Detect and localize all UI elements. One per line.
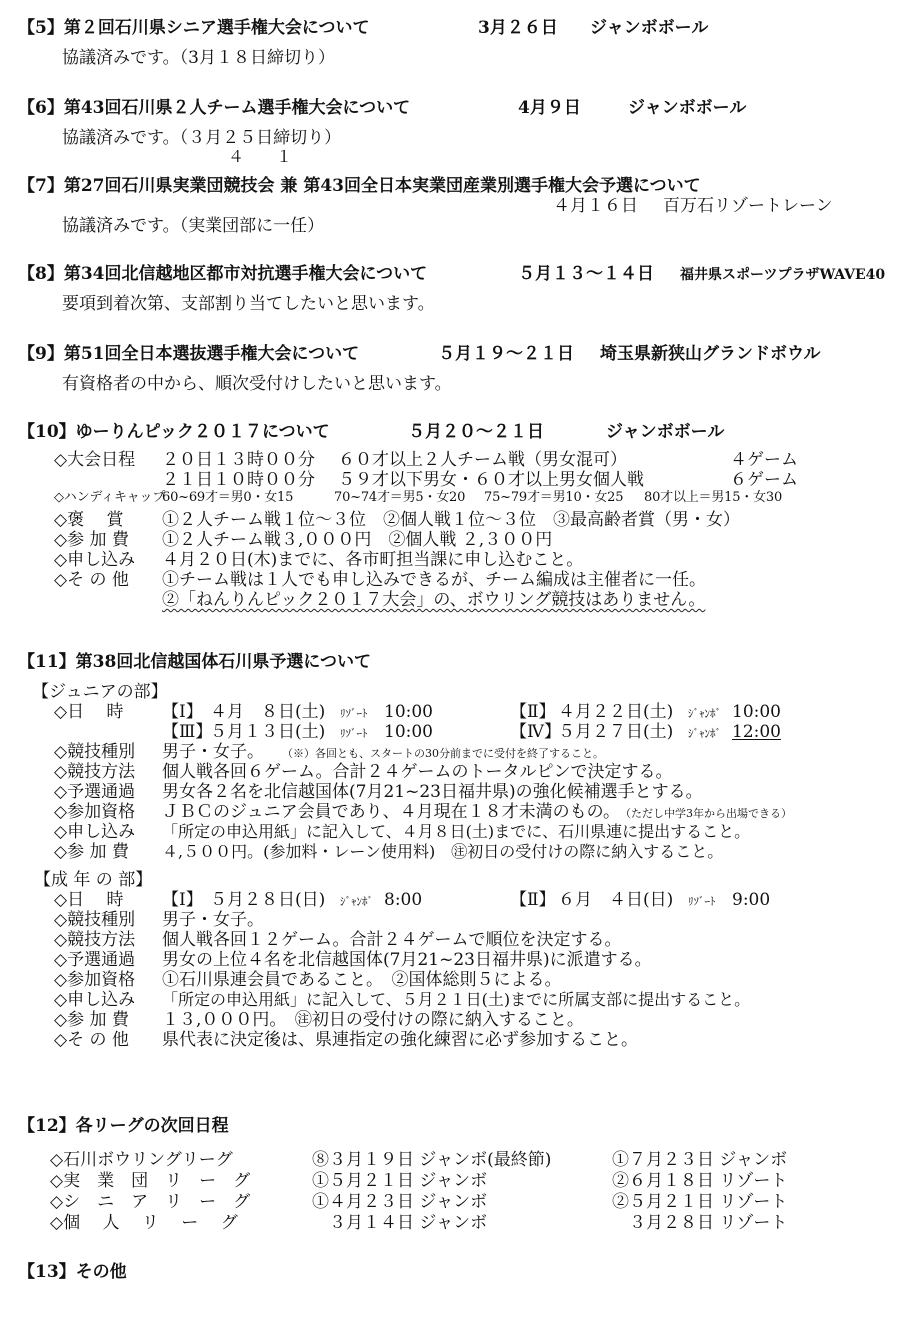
- section-9: [18, 344, 890, 394]
- event-venue: ジャンボボール: [606, 422, 725, 442]
- award-text: ①２人チーム戦１位～３位 ②個人戦１位～３位 ③最高齢者賞（男・女）: [162, 510, 740, 530]
- handicap-entry: 75~79才＝男10・女25: [484, 490, 624, 505]
- round-label: 【Ⅲ】: [162, 722, 213, 742]
- type-label: ◇競技種別: [54, 910, 136, 930]
- section-13: [18, 1262, 890, 1282]
- round-time: 10:00: [732, 702, 781, 722]
- eligibility-label: ◇参加資格: [54, 802, 136, 822]
- qualify-label: ◇予選通過: [54, 782, 136, 802]
- event-date: 4月９日: [518, 98, 581, 118]
- league-next-a: ①５月２１日 ジャンボ: [312, 1171, 488, 1191]
- round-time: 10:00: [384, 702, 433, 722]
- round-date: ６月 ４日(日): [558, 890, 674, 910]
- event-venue: 百万石リゾートレーン: [663, 196, 833, 216]
- section-12: [18, 1116, 890, 1234]
- other-label: ◇そ の 他: [54, 1030, 129, 1050]
- event-venue: ジャンボボール: [628, 98, 747, 118]
- round-label: 【Ⅱ】: [510, 890, 556, 910]
- section-title: 【12】各リーグの次回日程: [18, 1116, 229, 1136]
- round-venue: ﾘｿﾞｰﾄ: [688, 895, 716, 908]
- event-venue: ジャンボボール: [590, 18, 709, 38]
- section-title: 【5】第２回石川県シニア選手権大会について: [18, 18, 370, 38]
- league-next-a: ３月１４日 ジャンボ: [312, 1213, 488, 1233]
- schedule-time: ２０日１３時００分: [162, 450, 315, 470]
- section-7: [18, 176, 890, 236]
- apply-label: ◇申し込み: [54, 822, 136, 842]
- fee-text: １３,０００円。 ㊟初日の受付けの際に納入すること。: [162, 1010, 584, 1030]
- handicap-label: ◇ハンディキャップ: [54, 490, 166, 505]
- section-8: [18, 264, 890, 314]
- league-next-b: ②５月２１日 リゾート: [612, 1192, 788, 1212]
- other-label: ◇そ の 他: [54, 570, 129, 590]
- round-label: 【Ⅳ】: [510, 722, 561, 742]
- section-title: 【8】第34回北信越地区都市対抗選手権大会について: [18, 264, 428, 284]
- qualify-text: 男女各２名を北信越国体(7月21~23日福井県)の強化候補選手とする。: [162, 782, 703, 802]
- schedule-games: ６ゲーム: [730, 470, 798, 490]
- section-note: 有資格者の中から、順次受付けしたいと思います。: [62, 374, 452, 394]
- other-text-2: ②「ねんりんピック２０１７大会」の、ボウリング競技はありません。: [162, 590, 706, 610]
- schedule-label: ◇大会日程: [54, 450, 136, 470]
- section-title: 【9】第51回全日本選抜選手権大会について: [18, 344, 360, 364]
- type-note: （※）各回とも、スタートの30分前までに受付を終了すること。: [282, 747, 604, 760]
- other-text-1: ①チーム戦は１人でも申し込みできるが、チーム編成は主催者に一任。: [162, 570, 706, 590]
- schedule-event: ６０才以上２人チーム戦（男女混可）: [338, 450, 627, 470]
- round-time: 8:00: [384, 890, 423, 910]
- round-label: 【Ⅰ】: [162, 890, 203, 910]
- award-label: ◇褒 賞: [54, 510, 124, 530]
- qualify-text: 男女の上位４名を北信越国体(7月21~23日福井県)に派遣する。: [162, 950, 652, 970]
- handicap-entry: 70~74才＝男5・女20: [334, 490, 466, 505]
- round-date: ４月 ８日(土): [210, 702, 326, 722]
- method-text: 個人戦各回６ゲーム。合計２４ゲームのトータルピンで決定する。: [162, 762, 673, 782]
- league-next-a: ⑧３月１９日 ジャンボ(最終節): [312, 1150, 552, 1170]
- league-row: [18, 1192, 890, 1213]
- league-next-b: ①７月２３日 ジャンボ: [612, 1150, 788, 1170]
- section-note: 協議済みです。（3月１８日締切り）: [62, 48, 335, 68]
- round-venue: ｼﾞｬﾝﾎﾞ: [688, 707, 721, 720]
- round-time: 9:00: [732, 890, 771, 910]
- handwritten-correction: ４ １: [228, 147, 293, 166]
- round-date: ５月２８日(日): [210, 890, 326, 910]
- eligibility-text: ①石川県連会員であること。 ②国体総則５による。: [162, 970, 562, 990]
- league-name: ◇シ ニ ア リ ー グ: [50, 1192, 251, 1212]
- qualify-label: ◇予選通過: [54, 950, 136, 970]
- round-date: ５月２７日(土): [558, 722, 674, 742]
- league-table: [18, 1150, 890, 1234]
- apply-label: ◇申し込み: [54, 990, 136, 1010]
- round-venue: ｼﾞｬﾝﾎﾞ: [340, 895, 373, 908]
- method-label: ◇競技方法: [54, 930, 136, 950]
- fee-label: ◇参 加 費: [54, 1010, 129, 1030]
- round-venue: ﾘｿﾞｰﾄ: [340, 727, 368, 740]
- round-date: ５月１３日(土): [210, 722, 326, 742]
- round-time: 10:00: [384, 722, 433, 742]
- section-10: [18, 422, 890, 610]
- fee-text: ①２人チーム戦３,０００円 ②個人戦 ２,３００円: [162, 530, 553, 550]
- league-name: ◇石川ボウリングリーグ: [50, 1150, 233, 1170]
- other-text: 県代表に決定後は、県連指定の強化練習に必ず参加すること。: [162, 1030, 638, 1050]
- fee-text: ４,５００円。(参加料・レーン使用料) ㊟初日の受付けの際に納入すること。: [162, 842, 724, 861]
- eligibility-text: ＪＢＣのジュニア会員であり、４月現在１８才未満のもの。: [162, 802, 620, 822]
- section-6: [18, 98, 890, 166]
- event-venue: 福井県スポーツプラザWAVE40: [680, 267, 886, 283]
- event-date: ４月１６日: [553, 196, 638, 216]
- handicap-entry: 60~69才＝男0・女15: [162, 490, 294, 505]
- schedule-games: ４ゲーム: [730, 450, 798, 470]
- league-row: [18, 1150, 890, 1171]
- junior-division-label: 【ジュニアの部】: [32, 682, 168, 702]
- type-text: 男子・女子。: [162, 910, 264, 930]
- section-title: 【6】第43回石川県２人チーム選手権大会について: [18, 98, 411, 118]
- eligibility-label: ◇参加資格: [54, 970, 136, 990]
- section-title: 【10】ゆーりんピック２０１７について: [18, 422, 330, 442]
- round-label: 【Ⅰ】: [162, 702, 203, 722]
- round-time: 12:00: [732, 722, 781, 742]
- round-venue: ﾘｿﾞｰﾄ: [340, 707, 368, 720]
- league-row: [18, 1213, 890, 1234]
- league-name: ◇個 人 リ ー グ: [50, 1213, 238, 1233]
- method-text: 個人戦各回１２ゲーム。合計２４ゲームで順位を決定する。: [162, 930, 622, 950]
- type-label: ◇競技種別: [54, 742, 136, 762]
- section-title: 【13】その他: [18, 1262, 127, 1282]
- event-venue: 埼玉県新狭山グランドボウル: [600, 344, 821, 364]
- section-5: [18, 18, 890, 68]
- league-next-b: ３月２８日 リゾート: [612, 1213, 788, 1233]
- league-row: [18, 1171, 890, 1192]
- section-note: 協議済みです。（３月２５日締切り）: [62, 128, 342, 148]
- event-date: ５月１３～１４日: [518, 264, 654, 284]
- apply-label: ◇申し込み: [54, 550, 136, 570]
- schedule-time: ２１日１０時００分: [162, 470, 315, 490]
- method-label: ◇競技方法: [54, 762, 136, 782]
- apply-text: 「所定の申込用紙」に記入して、５月２１日(土)までに所属支部に提出すること。: [162, 990, 751, 1009]
- apply-text: 「所定の申込用紙」に記入して、４月８日(土)までに、石川県連に提出すること。: [162, 822, 751, 841]
- league-name: ◇実 業 団 リ ー グ: [50, 1171, 251, 1191]
- section-11: [18, 652, 890, 1050]
- round-label: 【Ⅱ】: [510, 702, 556, 722]
- datetime-label: ◇日 時: [54, 702, 124, 722]
- round-date: ４月２２日(土): [558, 702, 674, 722]
- handicap-entry: 80才以上＝男15・女30: [644, 490, 783, 505]
- section-title: 【7】第27回石川県実業団競技会 兼 第43回全日本実業団産業別選手権大会予選について: [18, 176, 701, 196]
- eligibility-note: （ただし中学3年から出場できる）: [619, 807, 792, 820]
- event-date: ５月１９～２１日: [438, 344, 574, 364]
- event-date: 3月２６日: [478, 18, 558, 38]
- adult-division-label: 【成 年 の 部】: [34, 870, 153, 890]
- section-title: 【11】第38回北信越国体石川県予選について: [18, 652, 371, 672]
- round-venue: ｼﾞｬﾝﾎﾞ: [688, 727, 721, 740]
- section-note: 協議済みです。（実業団部に一任）: [62, 216, 325, 236]
- schedule-event: ５９才以下男女・６０才以上男女個人戦: [338, 470, 644, 490]
- type-text: 男子・女子。: [162, 742, 264, 762]
- event-date: ５月２０～２１日: [408, 422, 544, 442]
- section-note: 要項到着次第、支部割り当てしたいと思います。: [62, 294, 435, 314]
- fee-label: ◇参 加 費: [54, 842, 129, 862]
- league-next-a: ①４月２３日 ジャンボ: [312, 1192, 488, 1212]
- fee-label: ◇参 加 費: [54, 530, 129, 550]
- league-next-b: ②６月１８日 リゾート: [612, 1171, 788, 1191]
- datetime-label: ◇日 時: [54, 890, 124, 910]
- apply-text: ４月２０日(木)までに、各市町担当課に申し込むこと。: [162, 550, 584, 570]
